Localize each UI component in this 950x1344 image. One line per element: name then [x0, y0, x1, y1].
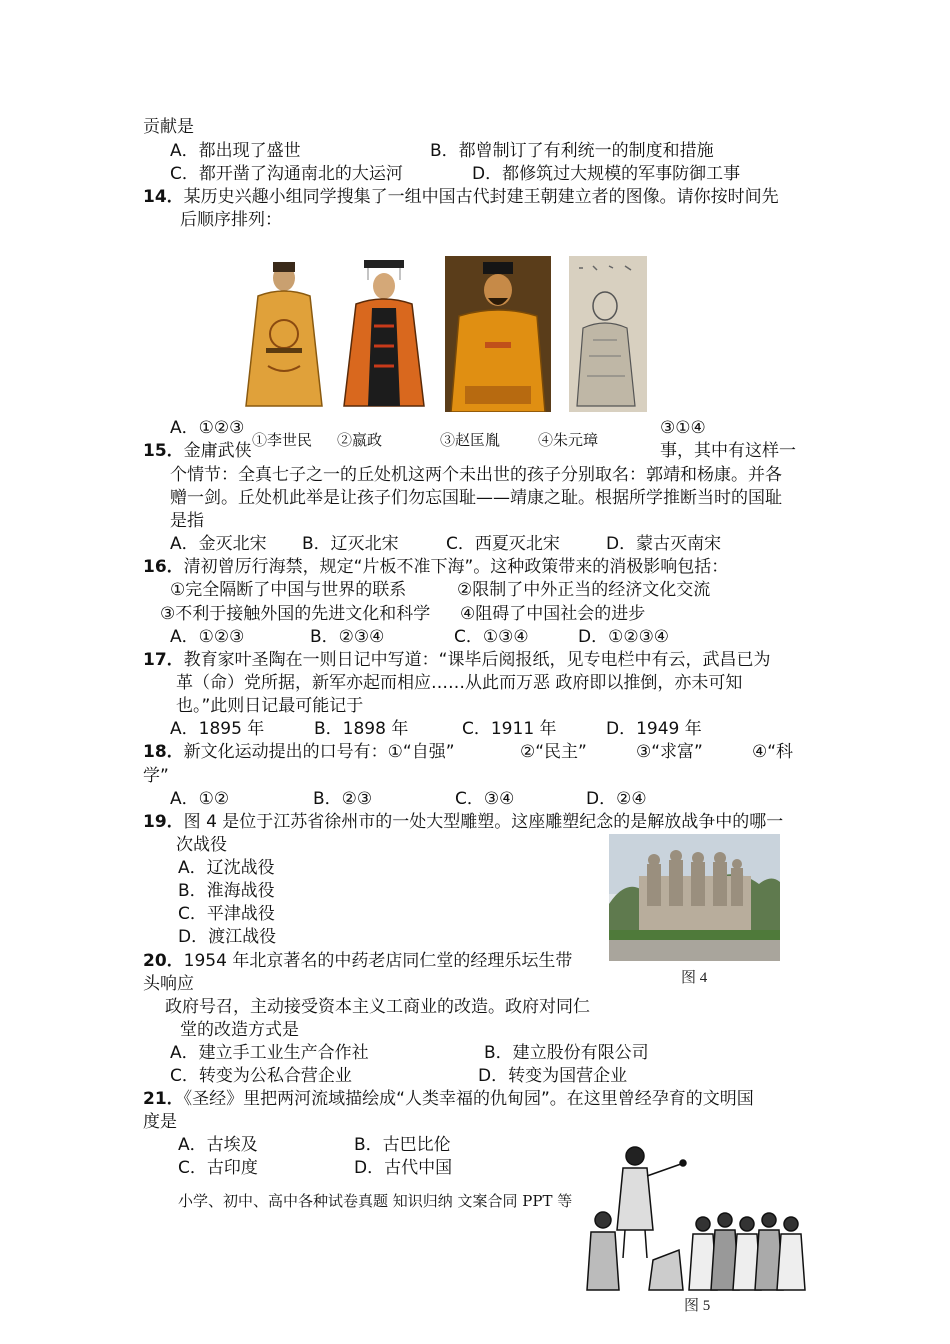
q16-option-b: B．②③④ — [310, 627, 385, 647]
q15-line4: 是指 — [170, 511, 204, 531]
q18-opt-2: ②“民主” — [520, 742, 587, 762]
q17-text — [143, 649, 770, 672]
q20-stem: 1954 年北京著名的中药老店同仁堂的经理乐坛生带 — [183, 951, 573, 971]
q16-text — [143, 556, 728, 579]
q15-number: 15． — [143, 441, 184, 461]
q13-tail: 贡献是 — [143, 117, 194, 137]
q19-stem: 图 4 是位于江苏省徐州市的一处大型雕塑。这座雕塑纪念的是解放战争中的哪一 — [183, 812, 784, 832]
q15-option-b: B．辽灭北宋 — [302, 534, 399, 554]
q17-number: 17． — [143, 650, 184, 670]
q16-option-a: A．①②③ — [170, 627, 245, 647]
q18-option-c: C．③④ — [455, 789, 515, 809]
q17-option-b: B．1898 年 — [314, 719, 409, 739]
portrait-zhu-yuanzhang — [569, 256, 647, 412]
q13-option-d: D．都修筑过大规模的军事防御工事 — [472, 164, 741, 184]
q15-option-c: C．西夏灭北宋 — [446, 534, 560, 554]
q18-line2: 学” — [143, 766, 169, 786]
q17-line2: 革（命）党所据，新军亦起而相应……从此而万恶 政府即以推倒，亦未可知 — [176, 673, 743, 693]
q18-opt-3: ③“求富” — [636, 742, 703, 762]
q21-text — [143, 1088, 754, 1111]
q21-stem: 《圣经》里把两河流域描绘成“人类幸福的仇甸园”。在这里曾经孕育的文明国 — [183, 1089, 754, 1109]
q21-number: 21． — [143, 1089, 184, 1109]
q14-number: 14． — [143, 187, 184, 207]
q16-option-c: C．①③④ — [454, 627, 529, 647]
q20-option-a: A．建立手工业生产合作社 — [170, 1043, 369, 1063]
q15-line2: 个情节：全真七子之一的丘处机这两个未出世的孩子分别取名：郭靖和杨康。并各 — [170, 465, 782, 485]
q14-text — [143, 186, 779, 209]
q16-item-4: ④阻碍了中国社会的进步 — [460, 604, 646, 624]
q21-option-a: A．古埃及 — [178, 1135, 258, 1155]
q19-number: 19． — [143, 812, 184, 832]
q18-option-a: A．①② — [170, 789, 230, 809]
q19-line2: 次战役 — [176, 835, 227, 855]
q20-line2: 头响应 — [143, 974, 194, 994]
portrait-li-shimin — [238, 256, 330, 412]
q20-number: 20． — [143, 951, 184, 971]
q20-line4: 堂的改造方式是 — [180, 1020, 299, 1040]
q14-option-d-tail: ③①④ — [660, 418, 706, 438]
q15-tail: 事，其中有这样一 — [660, 441, 796, 461]
q17-stem: 教育家叶圣陶在一则日记中写道：“课毕后阅报纸，见专电栏中有云，武昌已为 — [183, 650, 771, 670]
q18-text — [143, 741, 455, 764]
figure-label-2: ②嬴政 — [335, 429, 384, 452]
q21-option-d: D．古代中国 — [354, 1158, 453, 1178]
q18-opt-4: ④“科 — [752, 742, 794, 762]
q18-option-d: D．②④ — [586, 789, 647, 809]
figure-label-1: ①李世民 — [250, 429, 314, 452]
q21-option-b: B．古巴比伦 — [354, 1135, 451, 1155]
figure-label-3: ③赵匡胤 — [438, 429, 502, 452]
q20-option-c: C．转变为公私合营企业 — [170, 1066, 352, 1086]
figure-4-caption: 图 4 — [681, 970, 708, 986]
q18-number: 18． — [143, 742, 184, 762]
q16-stem: 清初曾厉行海禁，规定“片板不准下海”。这种政策带来的消极影响包括： — [183, 557, 729, 577]
monument-photo — [609, 834, 780, 961]
q13-option-c: C．都开凿了沟通南北的大运河 — [170, 164, 403, 184]
q15-lead: 金庸武侠 — [183, 441, 252, 461]
q19-option-a: A．辽沈战役 — [178, 858, 275, 878]
q16-item-2: ②限制了中外正当的经济文化交流 — [457, 580, 711, 600]
q17-line3: 也。”此则日记最可能记于 — [176, 696, 364, 716]
q21-line2: 度是 — [143, 1112, 177, 1132]
q19-option-b: B．淮海战役 — [178, 881, 275, 901]
q15-line3: 赠一剑。丘处机此举是让孩子们勿忘国耻——靖康之耻。根据所学推断当时的国耻 — [170, 488, 782, 508]
q17-option-a: A．1895 年 — [170, 719, 265, 739]
q20-option-b: B．建立股份有限公司 — [484, 1043, 649, 1063]
q17-option-d: D．1949 年 — [606, 719, 702, 739]
q16-number: 16． — [143, 557, 184, 577]
q13-option-b: B．都曾制订了有利统一的制度和措施 — [430, 141, 714, 161]
q15-option-a: A．金灭北宋 — [170, 534, 267, 554]
portrait-ying-zheng — [338, 256, 430, 412]
q18-stem: 新文化运动提出的口号有：①“自强” — [183, 742, 455, 762]
q20-option-d: D．转变为国营企业 — [478, 1066, 628, 1086]
ancient-people-drawing — [583, 1140, 818, 1292]
q16-item-3: ③不利于接触外国的先进文化和科学 — [160, 604, 431, 624]
q20-text — [143, 950, 572, 973]
watermark-text: 小学、初中、高中各种试卷真题 知识归纳 文案合同 PPT 等 — [178, 1192, 573, 1210]
q16-option-d: D．①②③④ — [578, 627, 670, 647]
q18-option-b: B．②③ — [313, 789, 373, 809]
q15-text — [143, 440, 252, 463]
q19-text — [143, 811, 783, 834]
q21-option-c: C．古印度 — [178, 1158, 258, 1178]
q16-item-1: ①完全隔断了中国与世界的联系 — [170, 580, 407, 600]
q14-option-a: A．①②③ — [170, 418, 245, 438]
figure-label-4: ④朱元璋 — [536, 429, 600, 452]
portrait-zhao-kuangyin — [445, 256, 551, 412]
q19-option-d: D．渡江战役 — [178, 927, 277, 947]
q15-option-d: D．蒙古灭南宋 — [606, 534, 722, 554]
q17-option-c: C．1911 年 — [462, 719, 557, 739]
q13-option-a: A．都出现了盛世 — [170, 141, 301, 161]
q14-text-line2: 后顺序排列： — [180, 210, 282, 230]
q20-line3: 政府号召，主动接受资本主义工商业的改造。政府对同仁 — [165, 997, 590, 1017]
q19-option-c: C．平津战役 — [178, 904, 275, 924]
figure-5-caption: 图 5 — [684, 1298, 711, 1314]
q14-stem: 某历史兴趣小组同学搜集了一组中国古代封建王朝建立者的图像。请你按时间先 — [183, 187, 779, 207]
